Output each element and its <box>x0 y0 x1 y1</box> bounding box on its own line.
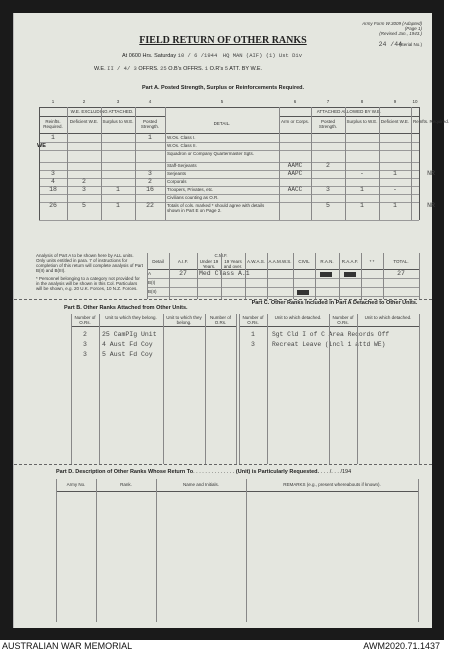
row-rule <box>147 296 419 297</box>
part-a-title: Part A. Posted Strength, Surplus or Reinforcements Required. <box>141 85 305 91</box>
column-rule <box>345 107 346 220</box>
offrs2-value: 1 <box>204 65 209 72</box>
analysis-header-cell: A.A.M.W.S. <box>268 259 292 264</box>
row-value: NR <box>427 202 435 209</box>
column-rule <box>245 253 246 299</box>
column-rule <box>315 253 316 299</box>
row-detail: Corporals <box>167 179 187 184</box>
time-prefix: At 0600 Hrs. Saturday <box>122 53 177 59</box>
column-rule <box>71 314 72 464</box>
ob-label: O.B's <box>168 66 182 72</box>
table-rule <box>39 133 419 134</box>
caption-left: AUSTRALIAN WAR MEMORIAL <box>2 641 133 651</box>
row-value: 1 <box>360 202 364 209</box>
analysis-header-cell: * * <box>369 259 375 264</box>
row-value: 2 <box>148 178 152 185</box>
part-c-header-cell: Unit to which detached. <box>364 315 412 320</box>
column-rule <box>293 253 294 299</box>
part-c-title: Part C. Other Ranks Included in Part A Detached to Other Units. <box>251 300 418 306</box>
part-c-header-cell: Number of O.Rs. <box>332 315 354 325</box>
unit-name: HQ MAN (AIF) (1) Ust Div <box>222 52 303 59</box>
row-detail: Staff-Serjeants <box>167 163 197 168</box>
column-rule <box>101 107 102 220</box>
row-value: 16 <box>146 186 154 193</box>
we-label: W.E. <box>94 66 106 72</box>
part-b-title: Part B. Other Ranks Attached from Other Units. <box>64 305 188 311</box>
analysis-row-label: B(II) <box>148 289 157 294</box>
part-b-count: 3 <box>83 351 87 358</box>
establishment-line <box>94 66 262 72</box>
analysis-note: Analysis of Part A to be shown here by ALL units. Only units entitled in para. 7 of instructions for completion of this return will complete analysis of Part B(II) and B(III). <box>36 253 144 273</box>
subheader-cell: Reinfts. Required. <box>412 119 450 124</box>
part-d-title: Part D. Description of Other Ranks Whose Return To. . . . . . . . . . . . . . (Unit) is Particularly Requested. . . . /. . . /194 <box>56 469 352 475</box>
column-rule <box>329 314 330 464</box>
analysis-header-cell: R.A.A.F. <box>341 259 359 264</box>
redacted-block <box>320 272 332 277</box>
column-rule <box>135 107 136 220</box>
form-page <box>13 13 450 628</box>
analysis-footnote: * Personnel belonging to a category not provided for in the analysis will be shown in this Col. Particulars will be shown, e.g. 20 U.K. Forces, 10 N.Z. Forces. <box>36 276 140 291</box>
column-rule <box>339 253 340 299</box>
table-rule <box>279 116 419 117</box>
table-border <box>39 107 40 220</box>
return-time-line <box>122 53 302 59</box>
part-d-header-cell: Name and Initials. <box>182 482 220 487</box>
column-rule <box>197 253 198 299</box>
row-detail: W.Os. Class I. <box>167 135 196 140</box>
column-number: 10 <box>412 99 418 104</box>
row-rule <box>147 287 419 288</box>
row-detail: Totals of cols. marked * should agree with details shown in Part E on Page 2. <box>167 203 265 213</box>
analysis-header-cell: R.A.N. <box>320 259 334 264</box>
row-value: 3 <box>51 170 55 177</box>
row-value: 3 <box>82 186 86 193</box>
column-number: 5 <box>220 99 224 104</box>
row-value: 18 <box>49 186 57 193</box>
row-value: 5 <box>82 202 86 209</box>
part-b-unit: 5 Aust Fd Coy <box>102 351 153 358</box>
form-id-line3: (Revised Jan., 1943.) <box>379 31 422 36</box>
column-number: 3 <box>116 99 120 104</box>
we-label: WE <box>37 143 46 149</box>
part-d-header-cell: Army No. <box>66 482 86 487</box>
analysis-header-cell: A.I.F. <box>177 259 189 264</box>
part-c-unit: Recreat Leave (incl 1 attd WE) <box>272 341 386 348</box>
row-value: 3 <box>148 170 152 177</box>
column-rule <box>99 314 100 464</box>
column-rule <box>418 479 419 622</box>
column-number: 7 <box>326 99 330 104</box>
column-rule <box>239 314 240 464</box>
part-c-unit: Sgt Cld I of C Area Records Off <box>272 331 390 338</box>
table-rule <box>56 491 418 492</box>
form-identifier <box>302 21 422 36</box>
we-value: II / 4/ 3 <box>107 65 137 72</box>
column-rule <box>205 314 206 464</box>
analysis-row-label: A <box>148 271 152 276</box>
row-value: 1 <box>393 202 397 209</box>
row-value: 5 <box>326 202 330 209</box>
row-rule <box>39 220 419 221</box>
ob-value: 25 <box>160 65 167 72</box>
part-b-unit: 25 CamPIg Unit <box>102 331 157 338</box>
column-rule <box>311 107 312 220</box>
analysis-header-cell: TOTAL. <box>393 259 409 264</box>
analysis-header-cell: Under 19 Years. <box>199 259 219 269</box>
part-a-table <box>37 99 450 249</box>
header-detail: DETAIL. <box>213 121 231 126</box>
serial-label: (Serial No.) <box>399 42 422 47</box>
return-date: 10 / 6 /1944 <box>177 52 218 59</box>
row-value: 1 <box>116 202 120 209</box>
analysis-header-cell: 19 Years and over. <box>223 259 243 269</box>
cmf-label: C.M.F. <box>214 253 228 258</box>
form-title: FIELD RETURN OF OTHER RANKS <box>139 35 307 46</box>
offrs2-label: OFFRS. <box>183 66 204 72</box>
row-value: 1 <box>148 134 152 141</box>
part-d-header-cell: Rank. <box>120 482 132 487</box>
row-detail: W.Os. Class II. <box>167 143 197 148</box>
column-rule <box>246 479 247 622</box>
separator <box>14 464 432 465</box>
row-value: 1 <box>360 186 364 193</box>
or-label: O.R's <box>209 66 224 72</box>
column-rule <box>236 314 237 464</box>
or-value: 5 <box>224 65 229 72</box>
subheader-cell: Surplus to W.E. <box>346 119 378 124</box>
header-we-excluding: W.E. EXCLUDING ATTACHED. <box>70 109 134 114</box>
table-rule <box>71 326 236 327</box>
column-rule <box>169 253 170 299</box>
row-rule <box>147 278 419 279</box>
row-value: - <box>360 170 364 177</box>
row-value: 1 <box>51 134 55 141</box>
column-rule <box>267 253 268 299</box>
column-rule <box>221 253 222 299</box>
analysis-header-cell: Detail <box>152 259 164 264</box>
row-arm: AAPC <box>287 170 303 177</box>
table-border <box>419 107 420 220</box>
part-d-title-text: Part D. Description of Other Ranks Whose Return To <box>56 469 194 475</box>
column-number: 9 <box>393 99 397 104</box>
part-d-date: . . . /. . . /194 <box>320 469 352 475</box>
subheader-cell: Deficient W.E. <box>69 119 99 124</box>
column-rule <box>156 479 157 622</box>
offrs-label: OFFRS. <box>138 66 159 72</box>
column-rule <box>419 253 420 299</box>
part-b-header-cell: Unit to which they belong. <box>105 315 157 320</box>
subheader-cell: Surplus to W.E. <box>102 119 134 124</box>
row-detail: Serjeants <box>167 171 187 176</box>
subheader-cell: Posted Strength. <box>140 119 160 129</box>
column-rule <box>163 314 164 464</box>
analysis-aif-value: 27 <box>179 270 187 277</box>
column-rule <box>357 314 358 464</box>
part-d-header-cell: REMARKS (e.g., present whereabouts if known). <box>283 482 381 487</box>
row-arm: AAMC <box>287 162 303 169</box>
redacted-block <box>344 272 356 277</box>
row-value: 1 <box>116 186 120 193</box>
part-b-header-cell: Number of O.Rs. <box>74 315 96 325</box>
part-b-header-cell: Unit to which they belong. <box>166 315 202 325</box>
part-b-header-cell: Number of O.Rs. <box>209 315 231 325</box>
header-attached-allowed: ATTACHED ALLOWED BY W.E. <box>316 109 382 114</box>
table-rule <box>39 107 419 108</box>
row-detail: Troopers, Privates, etc. <box>167 187 214 192</box>
caption-right: AWM2020.71.1437 <box>363 641 440 651</box>
part-d-table <box>56 479 418 622</box>
row-arm: AACC <box>287 186 303 193</box>
row-value: 4 <box>51 178 55 185</box>
redacted-block <box>297 290 309 295</box>
column-rule <box>279 107 280 220</box>
att-by-we-label: ATT. BY W.E. <box>229 66 263 72</box>
analysis-header-cell: A.W.A.S. <box>246 259 265 264</box>
row-value: 3 <box>326 186 330 193</box>
column-rule <box>56 479 57 622</box>
column-number: 8 <box>360 99 364 104</box>
column-rule <box>419 314 420 464</box>
column-rule <box>67 107 68 220</box>
part-d-title-mid: (Unit) is Particularly Requested. <box>235 469 320 475</box>
analysis-table <box>147 253 419 299</box>
row-value: 1 <box>393 170 397 177</box>
column-rule <box>267 314 268 464</box>
subheader-cell: Arm or Corps. <box>280 119 309 124</box>
analysis-medical-class: Med Class A.1 <box>199 270 250 277</box>
subheader-cell: Posted Strength. <box>318 119 338 129</box>
column-number: 1 <box>51 99 55 104</box>
analysis-header-cell: CIVIL <box>298 259 310 264</box>
part-b-count: 3 <box>83 341 87 348</box>
column-rule <box>165 107 166 220</box>
row-value: - <box>393 186 397 193</box>
part-c-count: 3 <box>251 341 255 348</box>
part-b-count: 2 <box>83 331 87 338</box>
row-value: 26 <box>49 202 57 209</box>
column-rule <box>411 107 412 220</box>
part-b-table <box>71 314 236 464</box>
form-id-line2: (Page 1) <box>404 26 422 31</box>
analysis-total-value: 27 <box>397 270 405 277</box>
column-number: 2 <box>82 99 86 104</box>
row-value: 22 <box>146 202 154 209</box>
part-c-count: 1 <box>251 331 255 338</box>
part-b-unit: 4 Aust Fd Coy <box>102 341 153 348</box>
column-rule <box>147 253 148 299</box>
form-id-line1: Army Form W.3009 (Adapted) <box>362 21 422 26</box>
part-c-table <box>239 314 419 464</box>
part-c-header-cell: Unit to which detached. <box>274 315 322 320</box>
part-c-header-cell: Number of O.Rs. <box>242 315 264 325</box>
analysis-row-label: B(I) <box>148 280 156 285</box>
column-rule <box>379 107 380 220</box>
row-value: NR <box>427 170 435 177</box>
row-value: 2 <box>326 162 330 169</box>
row-detail: Squadron or Company Quartermaster Sgts. <box>167 151 255 156</box>
table-rule <box>39 116 165 117</box>
row-detail: Civilians counting as O.R. <box>167 195 219 200</box>
column-rule <box>361 253 362 299</box>
column-number: 4 <box>148 99 152 104</box>
row-value: 2 <box>82 178 86 185</box>
serial-number: 24 /44 <box>378 41 402 48</box>
column-number: 6 <box>293 99 297 104</box>
subheader-cell: Deficient W.E. <box>380 119 410 124</box>
column-rule <box>96 479 97 622</box>
subheader-cell: Reinfts. Required. <box>43 119 63 129</box>
column-rule <box>383 253 384 299</box>
